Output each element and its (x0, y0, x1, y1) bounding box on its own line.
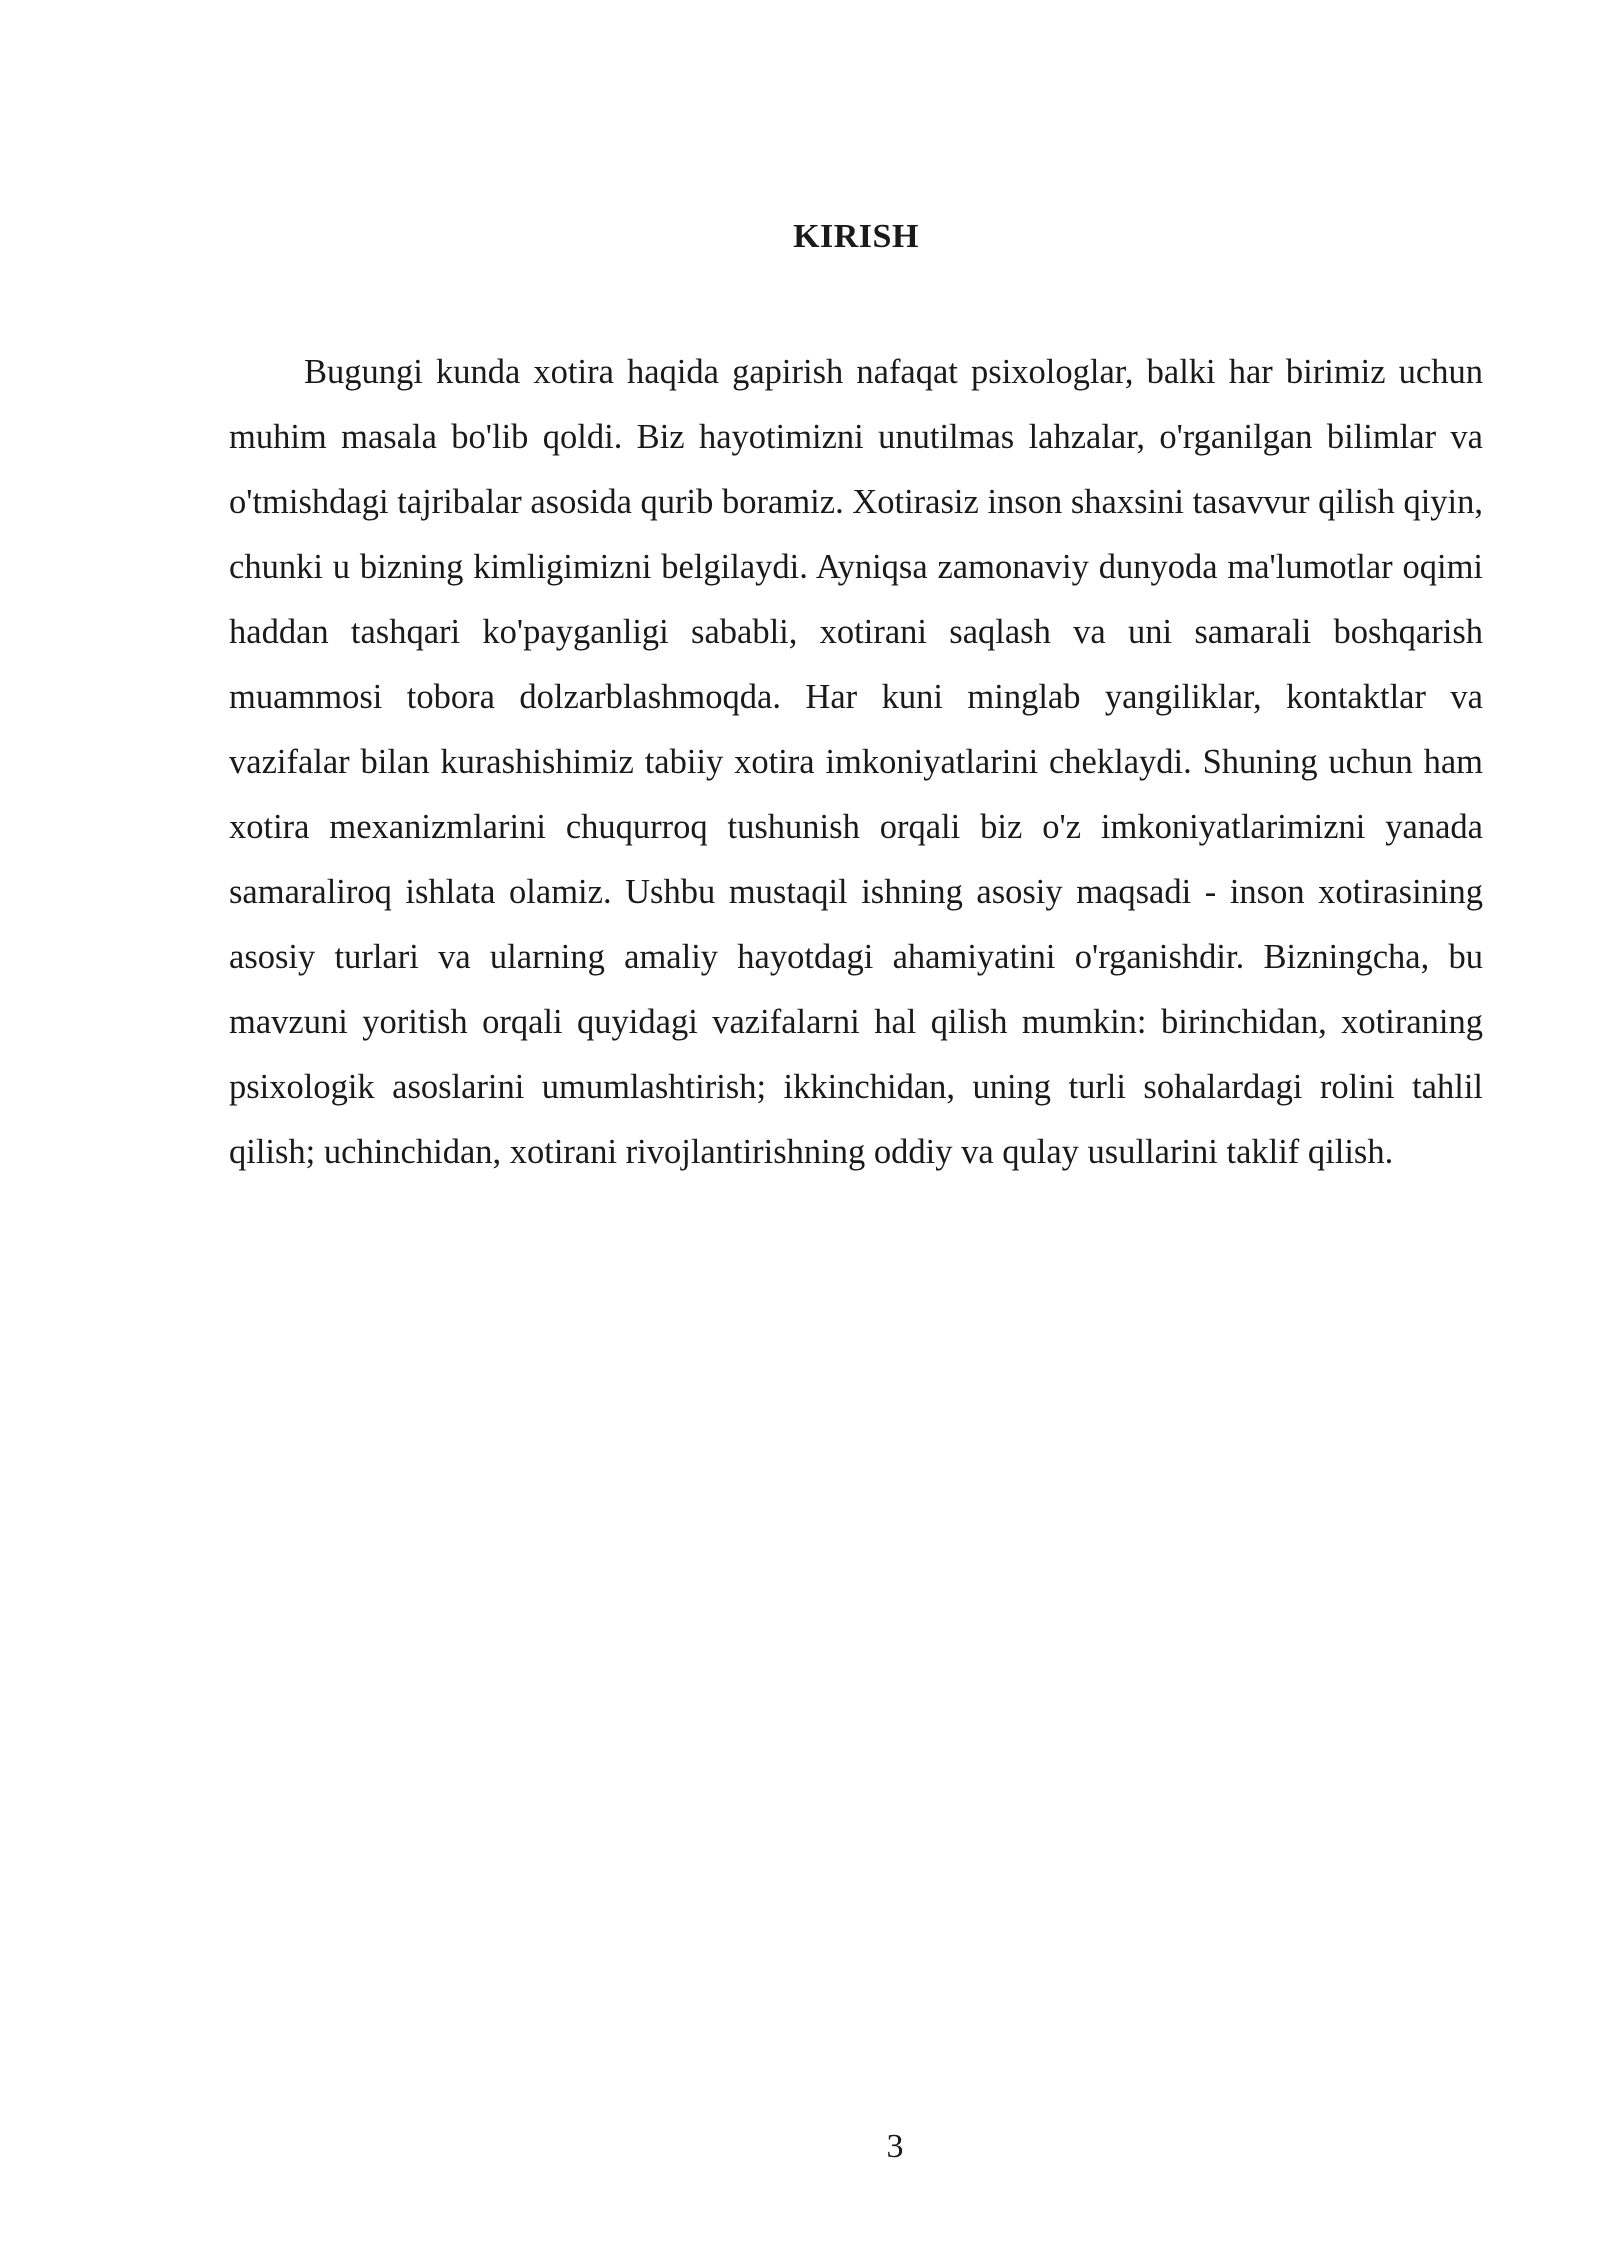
body-paragraph: Bugungi kunda xotira haqida gapirish nafaqat psixologlar, balki har birimiz uchun muhim masala bo'lib qoldi. Biz hayotimizni unutilmas lahzalar, o'rganilgan bilimlar va o'tmishdagi tajribalar asosida qurib boramiz. Xotirasiz inson shaxsini tasavvur qilish qiyin, chunki u bizning kimligimizni belgilaydi. Ayniqsa zamonaviy dunyoda ma'lumotlar oqimi haddan tashqari ko'payganligi sababli, xotirani saqlash va uni samarali boshqarish muammosi tobora dolzarblashmoqda. Har kuni minglab yangiliklar, kontaktlar va vazifalar bilan kurashishimiz tabiiy xotira imkoniyatlarini cheklaydi. Shuning uchun ham xotira mexanizmlarini chuqurroq tushunish orqali biz o'z imkoniyatlarimizni yanada samaraliroq ishlata olamiz. Ushbu mustaqil ishning asosiy maqsadi - inson xotirasining asosiy turlari va ularning amaliy hayotdagi ahamiyatini o'rganishdir. Bizningcha, bu mavzuni yoritish orqali quyidagi vazifalarni hal qilish mumkin: birinchidan, xotiraning psixologik asoslarini umumlashtirish; ikkinchidan, uning turli sohalardagi rolini tahlil qilish; uchinchidan, xotirani rivojlantirishning oddiy va qulay usullarini taklif qilish. (229, 353, 1483, 1171)
section-heading: KIRISH (793, 218, 919, 255)
page-number: 3 (886, 2128, 904, 2165)
